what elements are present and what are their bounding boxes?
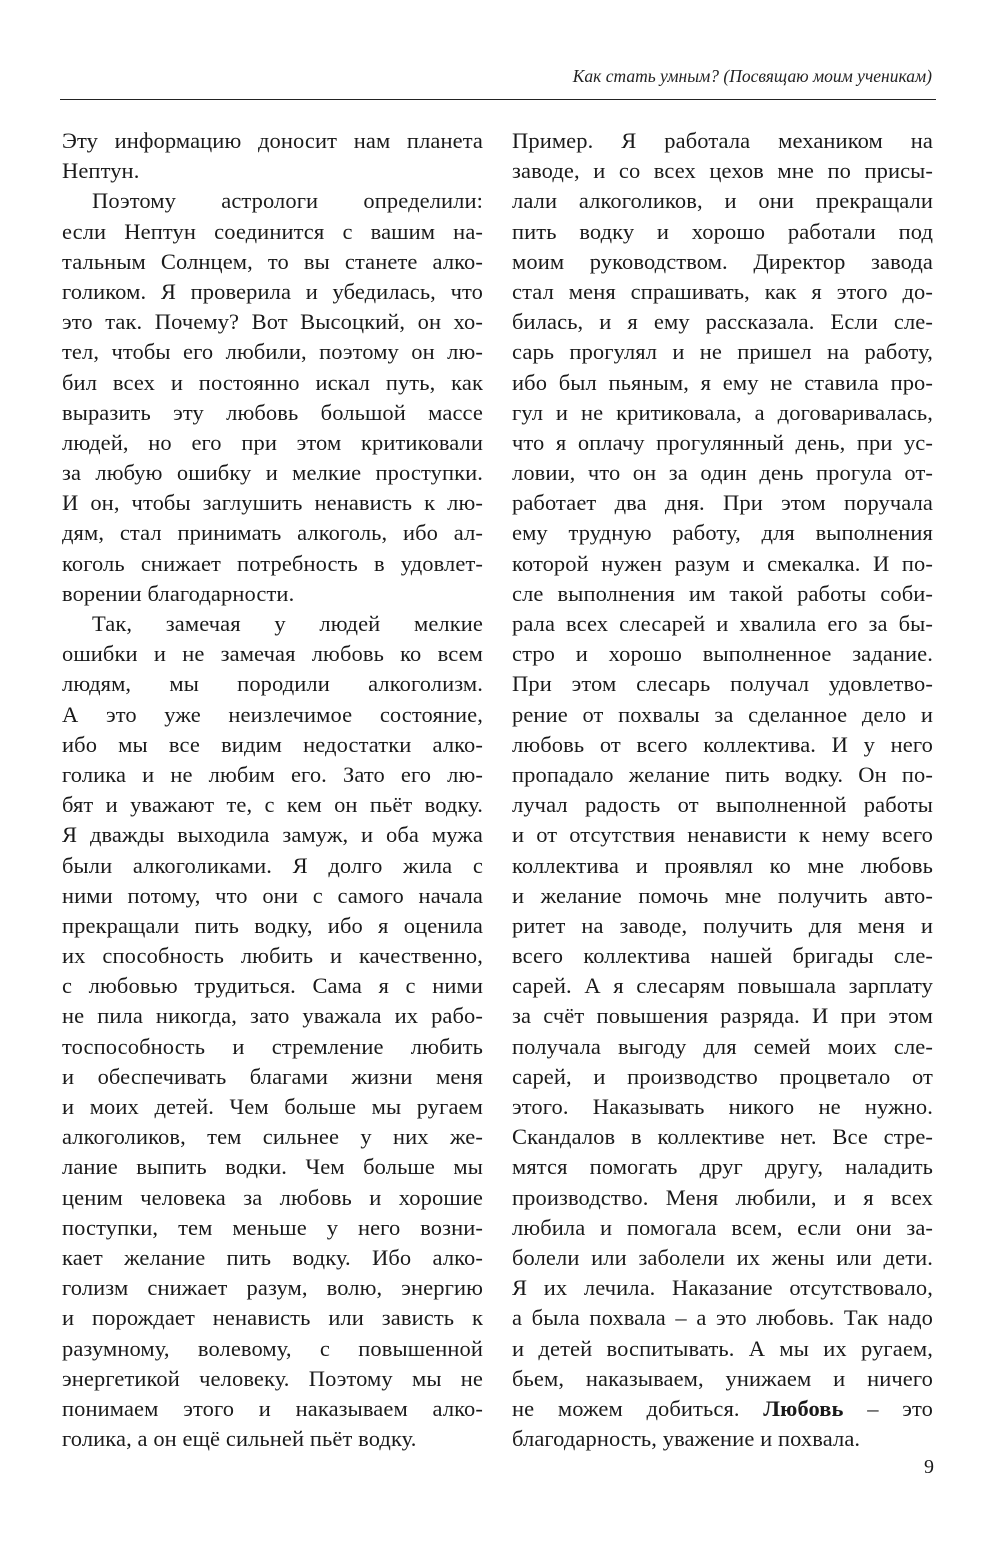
text-line: бьем, наказываем, унижаем и ничего (512, 1365, 933, 1391)
text-line: тоспособность и стремление любить (62, 1033, 483, 1059)
text-line: которой нужен разум и смекалка. И по- (512, 550, 933, 576)
text-line: благодарность, уважение и похвала. (512, 1426, 861, 1452)
text-line: Поэтому астрологи определили: (92, 188, 483, 214)
text-line: стал меня спрашивать, как я этого до- (512, 278, 933, 304)
text-line: и от отсутствия ненависти к нему всего (512, 822, 933, 848)
text-line: алкоголиков, тем сильнее у них же- (62, 1124, 483, 1150)
text-line: сарей. А я слесарям повышала зарплату (512, 973, 933, 999)
text-line: пропадало желание пить водку. Он по- (512, 761, 933, 787)
text-line: что я оплачу прогулянный день, при ус- (512, 429, 933, 455)
text-line: Эту информацию доносит нам планета (62, 128, 483, 153)
text-line: ему трудную работу, для выполнения (512, 520, 933, 546)
text-line: голика и не любим его. Зато его лю- (62, 761, 483, 787)
text-line: людям, мы породили алкоголизм. (62, 671, 483, 697)
text-line: сарей, и производство процветало от (512, 1063, 933, 1089)
text-line: любила и помогала всем, если они за- (512, 1214, 933, 1240)
text-line: были алкоголиками. Я долго жила с (62, 852, 483, 878)
text-line: Скандалов в коллективе нет. Все стре- (512, 1124, 933, 1150)
text-line: это так. Почему? Вот Высоцкий, он хо- (62, 309, 483, 335)
text-line: энергетикой человеку. Поэтому мы не (62, 1365, 483, 1391)
text-line: и желание помочь мне получить авто- (512, 882, 933, 908)
text-line: мятся помогать друг другу, наладить (512, 1154, 933, 1180)
text-line: Нептун. (62, 158, 140, 184)
text-line: разумному, волевому, с повышенной (62, 1335, 483, 1361)
text-line: Пример. Я работала механиком на (512, 128, 933, 153)
text-line: бят и уважают те, с кем он пьёт водку. (62, 792, 483, 818)
text-line: А это уже неизлечимое состояние, (62, 701, 483, 727)
text-line: коллектива и проявлял ко мне любовь (512, 852, 933, 878)
text-line: пить водку и хорошо работали под (512, 218, 933, 244)
text-line: поступки, тем меньше у него возни- (62, 1214, 483, 1240)
text-line: за любую ошибку и мелкие проступки. (62, 460, 483, 486)
text-line: и обеспечивать благами жизни меня (62, 1063, 483, 1089)
text-line: и порождает ненависть или зависть к (62, 1305, 483, 1331)
text-line: тел, чтобы его любили, поэтому он лю- (62, 339, 483, 365)
text-line: дям, стал принимать алкоголь, ибо ал- (62, 520, 483, 546)
text-segment: не можем добиться. (512, 1395, 764, 1421)
text-line: с любовью трудиться. Сама я с ними (62, 973, 483, 999)
text-line: рала всех слесарей и хвалила его за бы- (512, 611, 933, 636)
text-line: любовь от всего коллектива. И у него (512, 731, 933, 757)
text-line: голизм снижает разум, волю, энергию (62, 1275, 483, 1301)
text-line: ценим человека за любовь и хорошие (62, 1184, 483, 1210)
text-line: Я их лечила. Наказание отсутствовало, (512, 1275, 933, 1301)
text-line: рение от похвалы за сделанное дело и (512, 701, 933, 727)
text-line: Так, замечая у людей мелкие (92, 611, 483, 636)
text-line: выразить эту любовь большой массе (62, 399, 483, 425)
text-line: сарь прогулял и не пришел на работу, (512, 339, 933, 365)
text-segment: – это (843, 1395, 933, 1421)
text-line: билась, и я ему рассказала. Если сле- (512, 309, 933, 335)
text-line: бил всех и постоянно искал путь, как (62, 369, 483, 395)
text-line: всего коллектива нашей бригады сле- (512, 943, 933, 969)
text-line: лание выпить водки. Чем больше мы (62, 1154, 483, 1180)
text-line: работает два дня. При этом поручала (512, 490, 933, 516)
text-line: сле выполнения им такой работы соби- (512, 580, 933, 606)
text-line: производство. Меня любили, и я всех (512, 1184, 933, 1210)
text-line: ритет на заводе, получить для меня и (512, 912, 933, 938)
text-line: заводе, и со всех цехов мне по присы- (512, 158, 933, 184)
text-line: за счёт повышения разряда. И при этом (512, 1003, 933, 1029)
running-header: Как стать умным? (Посвящаю моим ученикам) (572, 66, 932, 86)
text-line: ворении благодарности. (62, 580, 295, 606)
text-line: ибо был пьяным, я ему не ставила про- (512, 369, 933, 395)
text-line: болели или заболели их жены или дети. (512, 1244, 933, 1270)
text-line: кает желание пить водку. Ибо алко- (62, 1244, 483, 1270)
text-line: При этом слесарь получал удовлетво- (512, 671, 933, 697)
text-line: и детей воспитывать. А мы их ругаем, (512, 1335, 933, 1361)
text-line: тальным Солнцем, то вы станете алко- (62, 248, 483, 274)
text-line: ибо мы все видим недостатки алко- (62, 731, 483, 757)
text-line: ловии, что он за один день прогула от- (512, 460, 933, 486)
text-line: голика, а он ещё сильней пьёт водку. (62, 1426, 417, 1452)
text-line: не пила никогда, зато уважала их рабо- (62, 1003, 483, 1029)
text-line: стро и хорошо выполненное задание. (512, 641, 933, 667)
text-line: голиком. Я проверила и убедилась, что (62, 278, 483, 304)
text-line: прекращали пить водку, ибо я оценила (62, 912, 483, 938)
header-rule (60, 99, 936, 100)
text-column-right (512, 126, 933, 1454)
text-line: ними потому, что они с самого начала (62, 882, 483, 908)
text-line: понимаем этого и наказываем алко- (62, 1395, 483, 1421)
text-line (512, 1394, 933, 1424)
text-line: Я дважды выходила замуж, и оба мужа (62, 822, 483, 848)
text-line: и моих детей. Чем больше мы ругаем (62, 1094, 483, 1119)
text-line: этого. Наказывать никого не нужно. (512, 1094, 933, 1119)
text-column-left (62, 126, 483, 1454)
page-number: 9 (924, 1456, 934, 1478)
text-line: их способность любить и качественно, (62, 943, 483, 969)
text-line: И он, чтобы заглушить ненависть к лю- (62, 490, 483, 516)
bold-term: Любовь (763, 1395, 844, 1421)
text-line: людей, но его при этом критиковали (62, 429, 483, 455)
text-line: ошибки и не замечая любовь ко всем (62, 641, 483, 667)
text-line: лучал радость от выполненной работы (512, 792, 933, 818)
text-line: если Нептун соединится с вашим на- (62, 218, 483, 244)
text-line: гул и не критиковала, а договаривалась, (512, 399, 933, 425)
text-line: а была похвала – а это любовь. Так надо (512, 1305, 933, 1331)
text-line: коголь снижает потребность в удовлет- (62, 550, 483, 576)
text-line: лали алкоголиков, и они прекращали (512, 188, 933, 214)
text-line: моим руководством. Директор завода (512, 248, 933, 274)
text-line: получала выгоду для семей моих сле- (512, 1033, 933, 1059)
